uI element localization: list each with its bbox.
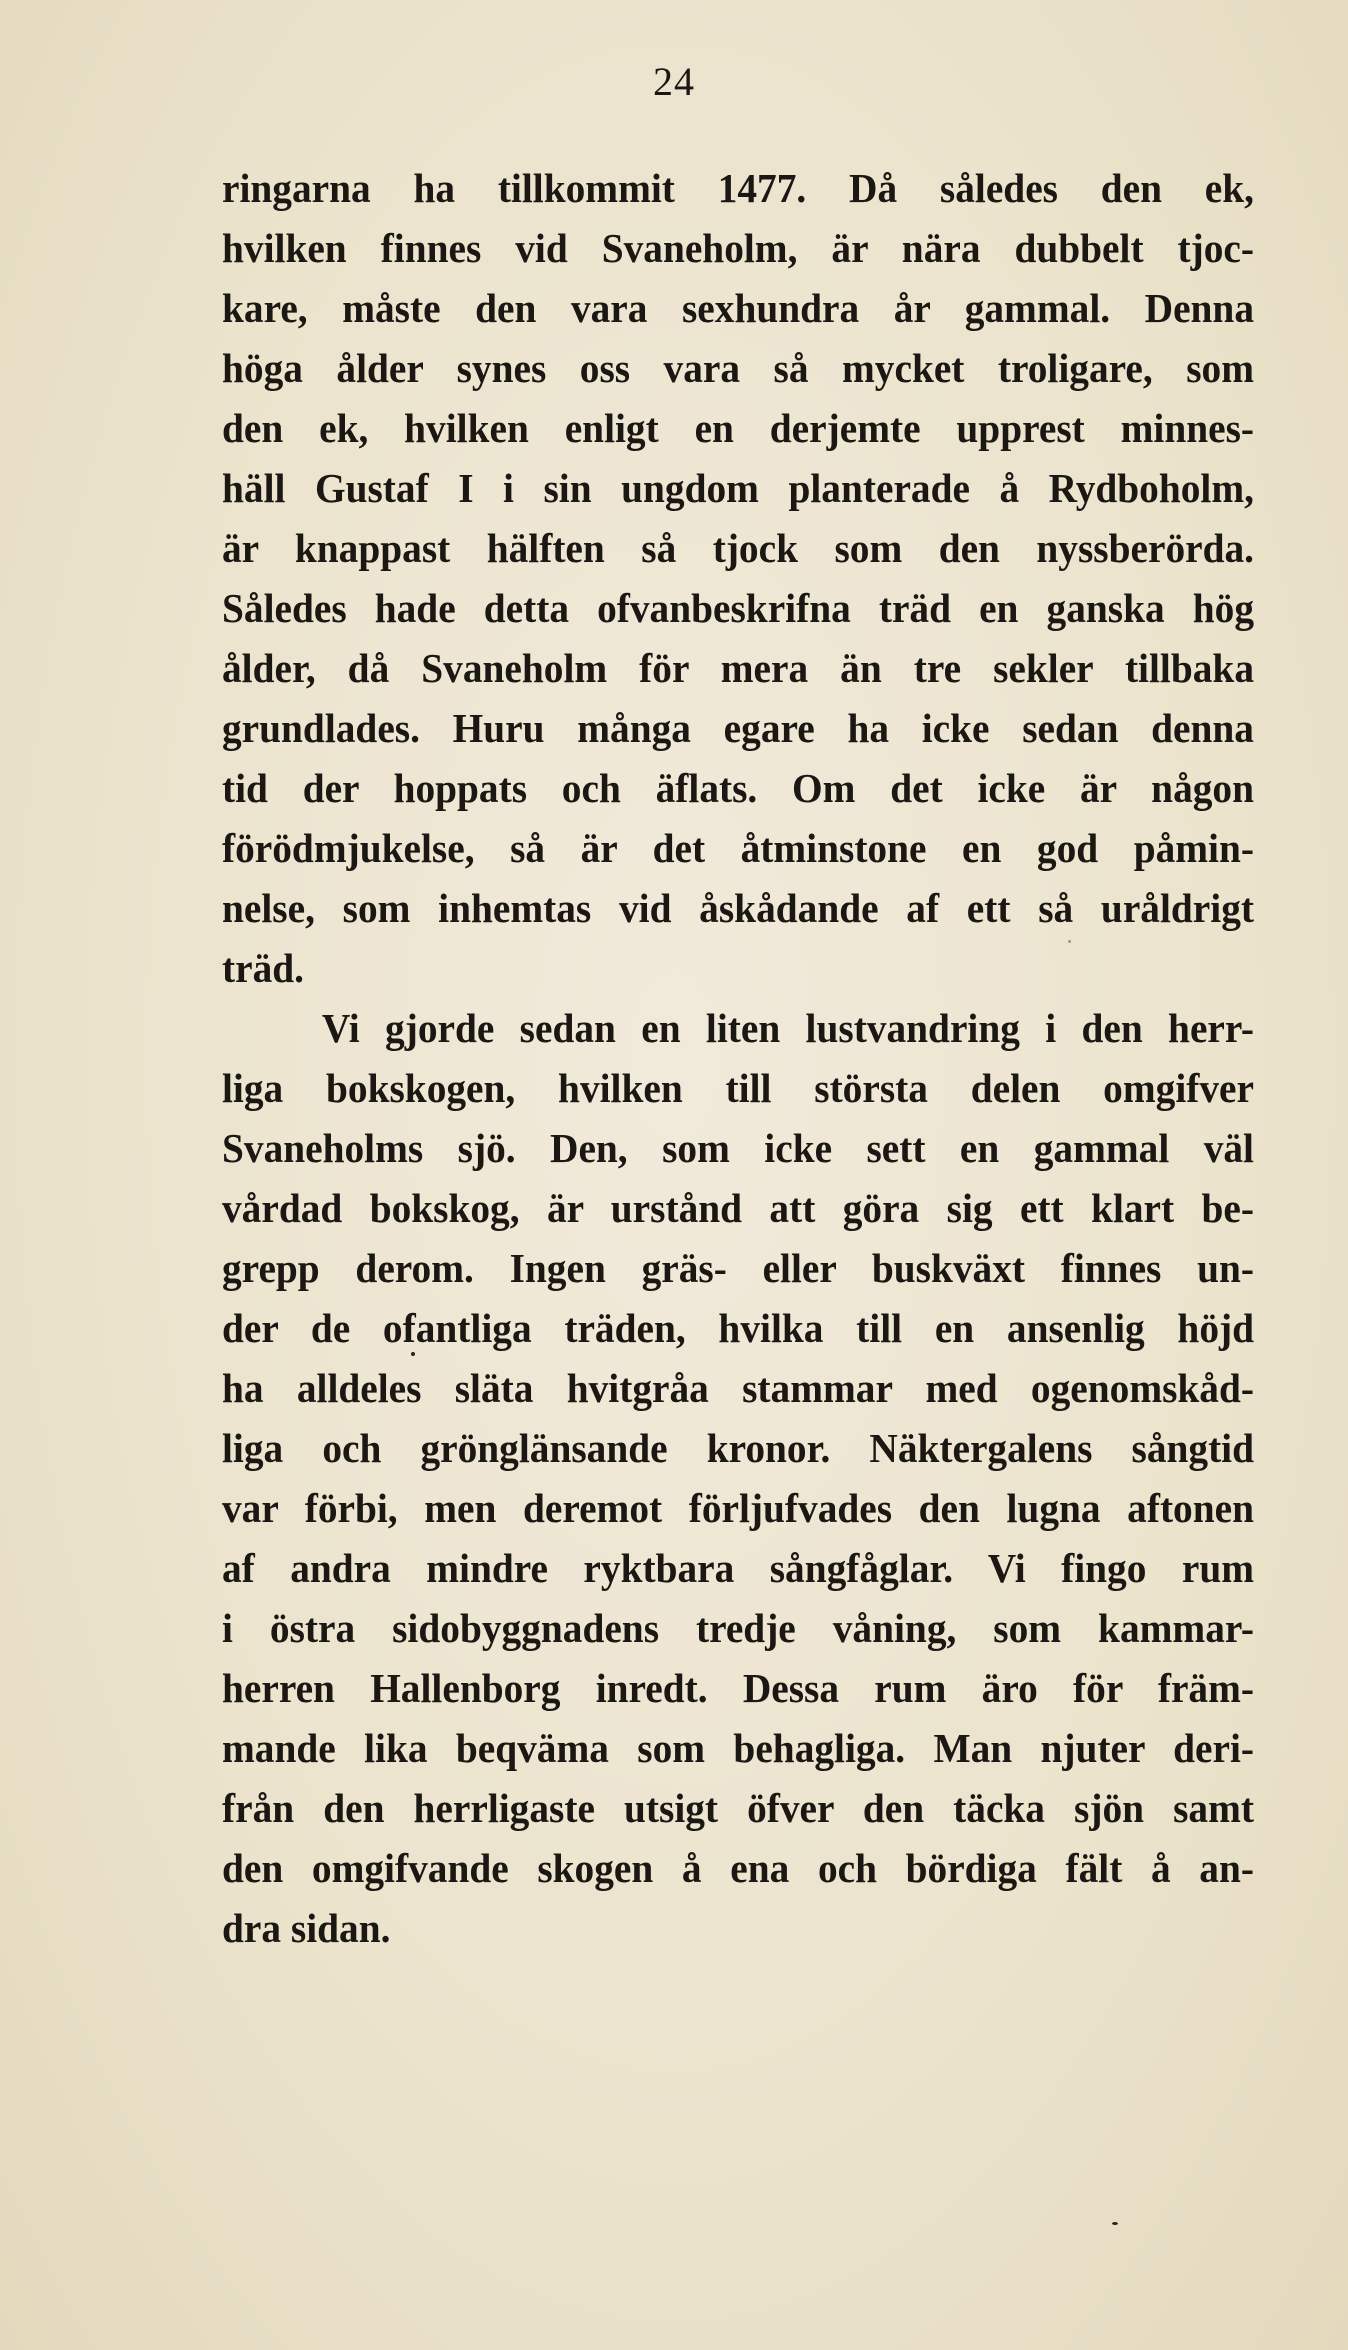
ink-speck xyxy=(411,1352,415,1356)
text-line: ringarna ha tillkommit 1477. Då således den ek, xyxy=(222,165,1254,211)
text-line: grepp derom. Ingen gräs- eller buskväxt finnes un- xyxy=(222,1245,1254,1291)
text-line: den omgifvande skogen å ena och bördiga fält å an- xyxy=(222,1845,1254,1891)
text-line: mande lika beqväma som behagliga. Man njuter deri- xyxy=(222,1725,1254,1771)
text-line: från den herrligaste utsigt öfver den täcka sjön samt xyxy=(222,1785,1254,1831)
text-line: ålder, då Svaneholm för mera än tre sekler tillbaka xyxy=(222,645,1254,691)
text-line: hvilken finnes vid Svaneholm, är nära dubbelt tjoc- xyxy=(222,225,1254,271)
text-line-paragraph-end: dra sidan. xyxy=(222,1905,391,1951)
text-line-paragraph-start: Vi gjorde sedan en liten lustvandring i den herr- xyxy=(321,1005,1255,1051)
text-line: förödmjukelse, så är det åtminstone en god påmin- xyxy=(222,825,1254,871)
text-line: var förbi, men deremot förljufvades den lugna aftonen xyxy=(222,1485,1254,1531)
text-line: grundlades. Huru många egare ha icke sedan denna xyxy=(222,705,1254,751)
page-number: 24 xyxy=(653,59,695,104)
text-line: häll Gustaf I i sin ungdom planterade å Rydboholm, xyxy=(222,465,1254,511)
text-line: den ek, hvilken enligt en derjemte upprest minnes- xyxy=(222,405,1254,451)
text-line: kare, måste den vara sexhundra år gammal. Denna xyxy=(222,285,1254,331)
ink-speck xyxy=(1068,940,1071,943)
text-line: vårdad bokskog, är urstånd att göra sig ett klart be- xyxy=(222,1185,1254,1231)
text-line: Svaneholms sjö. Den, som icke sett en gammal väl xyxy=(222,1125,1254,1171)
text-line: der de ofantliga träden, hvilka till en ansenlig höjd xyxy=(222,1305,1254,1351)
text-line: i östra sidobyggnadens tredje våning, som kammar- xyxy=(222,1605,1254,1651)
text-line: tid der hoppats och äflats. Om det icke är någon xyxy=(222,765,1254,811)
text-line: af andra mindre ryktbara sångfåglar. Vi fingo rum xyxy=(222,1545,1254,1591)
text-line-paragraph-end: träd. xyxy=(222,945,304,991)
body-text xyxy=(222,158,1297,1958)
text-line: liga bokskogen, hvilken till största delen omgifver xyxy=(222,1065,1254,1111)
text-line: är knappast hälften så tjock som den nyssberörda. xyxy=(222,525,1254,571)
text-line: ha alldeles släta hvitgråa stammar med ogenomskåd- xyxy=(222,1365,1254,1411)
text-line: liga och grönglänsande kronor. Näktergalens sångtid xyxy=(222,1425,1254,1471)
text-line: nelse, som inhemtas vid åskådande af ett så uråldrigt xyxy=(222,885,1254,931)
text-line: Således hade detta ofvanbeskrifna träd en ganska hög xyxy=(222,585,1254,631)
text-line: herren Hallenborg inredt. Dessa rum äro för främ- xyxy=(222,1665,1254,1711)
ink-speck xyxy=(1112,2222,1118,2225)
text-line: höga ålder synes oss vara så mycket troligare, som xyxy=(222,345,1254,391)
